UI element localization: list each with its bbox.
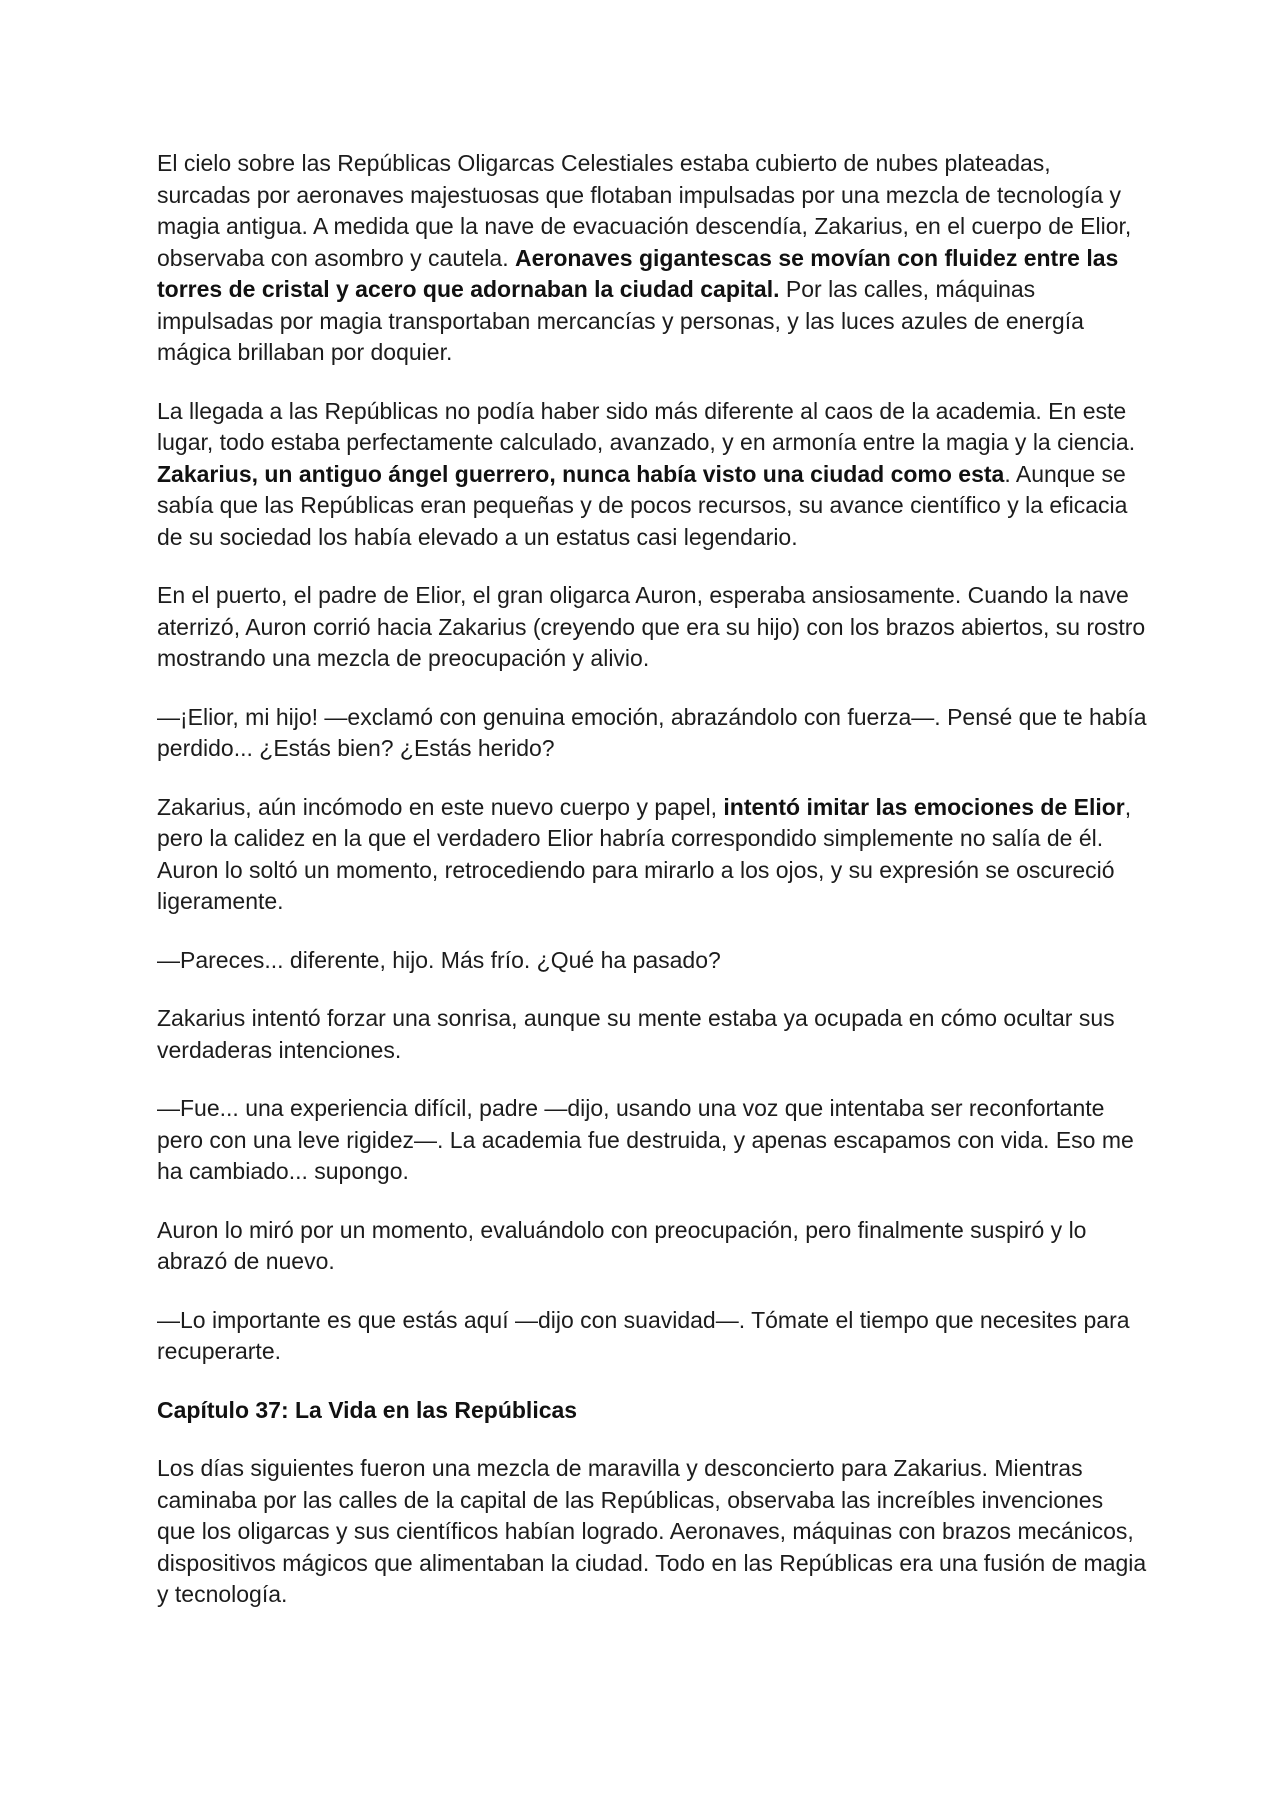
text-run: En el puerto, el padre de Elior, el gran oligarca Auron, esperaba ansiosamente. Cuando la nave aterrizó, Auron corrió hacia Zakarius (creyendo que era su hijo) con los brazos abiertos, su rostro mostrando una mezcla de preocupación y alivio. (157, 582, 1146, 671)
text-run: —Fue... una experiencia difícil, padre —dijo, usando una voz que intentaba ser reconfortante pero con una leve rigidez—. La academia fue destruida, y apenas escapamos con vida. Eso me ha cambiado... supongo. (157, 1095, 1134, 1184)
paragraph (157, 702, 1147, 765)
paragraph (157, 396, 1147, 554)
text-run: Zakarius, aún incómodo en este nuevo cuerpo y papel, (157, 793, 724, 820)
paragraphs-before-heading (157, 148, 1147, 1368)
text-run: , pero la calidez en la que el verdadero Elior habría correspondido simplemente no salía de él. Auron lo soltó un momento, retrocediendo para mirarlo a los ojos, y su expresión se oscureció ligeramente. (157, 793, 1132, 914)
text-run: La llegada a las Repúblicas no podía haber sido más diferente al caos de la academia. En este lugar, todo estaba perfectamente calculado, avanzado, y en armonía entre la magia y la ciencia. (157, 397, 1136, 455)
bold-text-run: Zakarius, un antiguo ángel guerrero, nunca había visto una ciudad como esta (157, 460, 1005, 487)
bold-text-run: intentó imitar las emociones de Elior (723, 793, 1125, 820)
paragraphs-after-heading (157, 1453, 1147, 1611)
text-run: Auron lo miró por un momento, evaluándolo con preocupación, pero finalmente suspiró y lo abrazó de nuevo. (157, 1216, 1087, 1274)
paragraph (157, 1453, 1147, 1611)
paragraph (157, 792, 1147, 918)
paragraph (157, 1003, 1147, 1066)
text-run: Los días siguientes fueron una mezcla de maravilla y desconcierto para Zakarius. Mientras caminaba por las calles de la capital de las Repúblicas, observaba las increíbles invenciones que los oligarcas y sus científicos habían logrado. Aeronaves, máquinas con brazos mecánicos, dispositivos mágicos que alimentaban la ciudad. Todo en las Repúblicas era una fusión de magia y tecnología. (157, 1455, 1147, 1607)
text-run: Por las calles, máquinas impulsadas por magia transportaban mercancías y personas, y las luces azules de energía mágica brillaban por doquier. (157, 276, 1084, 365)
bold-text-run: Aeronaves gigantescas se movían con fluidez entre las torres de cristal y acero que adornaban la ciudad capital. (157, 244, 1119, 302)
text-run: —Lo importante es que estás aquí —dijo con suavidad—. Tómate el tiempo que necesites para recuperarte. (157, 1306, 1130, 1364)
text-run: —Pareces... diferente, hijo. Más frío. ¿Qué ha pasado? (157, 946, 721, 973)
paragraph (157, 1215, 1147, 1278)
paragraph (157, 1305, 1147, 1368)
chapter-heading: Capítulo 37: La Vida en las Repúblicas (157, 1396, 578, 1423)
paragraph (157, 580, 1147, 675)
paragraph (157, 1093, 1147, 1188)
text-run: El cielo sobre las Repúblicas Oligarcas Celestiales estaba cubierto de nubes plateadas, surcadas por aeronaves majestuosas que flotaban impulsadas por una mezcla de tecnología y magia antigua. A medida que la nave de evacuación descendía, Zakarius, en el cuerpo de Elior, observaba con asombro y cautela. (157, 150, 1132, 271)
text-run: —¡Elior, mi hijo! —exclamó con genuina emoción, abrazándolo con fuerza—. Pensé que te había perdido... ¿Estás bien? ¿Estás herido? (157, 703, 1147, 761)
document-body (157, 148, 1147, 1638)
paragraph (157, 148, 1147, 369)
paragraph (157, 945, 1147, 977)
text-run: Zakarius intentó forzar una sonrisa, aunque su mente estaba ya ocupada en cómo ocultar sus verdaderas intenciones. (157, 1005, 1115, 1063)
text-run: . Aunque se sabía que las Repúblicas eran pequeñas y de pocos recursos, su avance científico y la eficacia de su sociedad los había elevado a un estatus casi legendario. (157, 460, 1128, 550)
